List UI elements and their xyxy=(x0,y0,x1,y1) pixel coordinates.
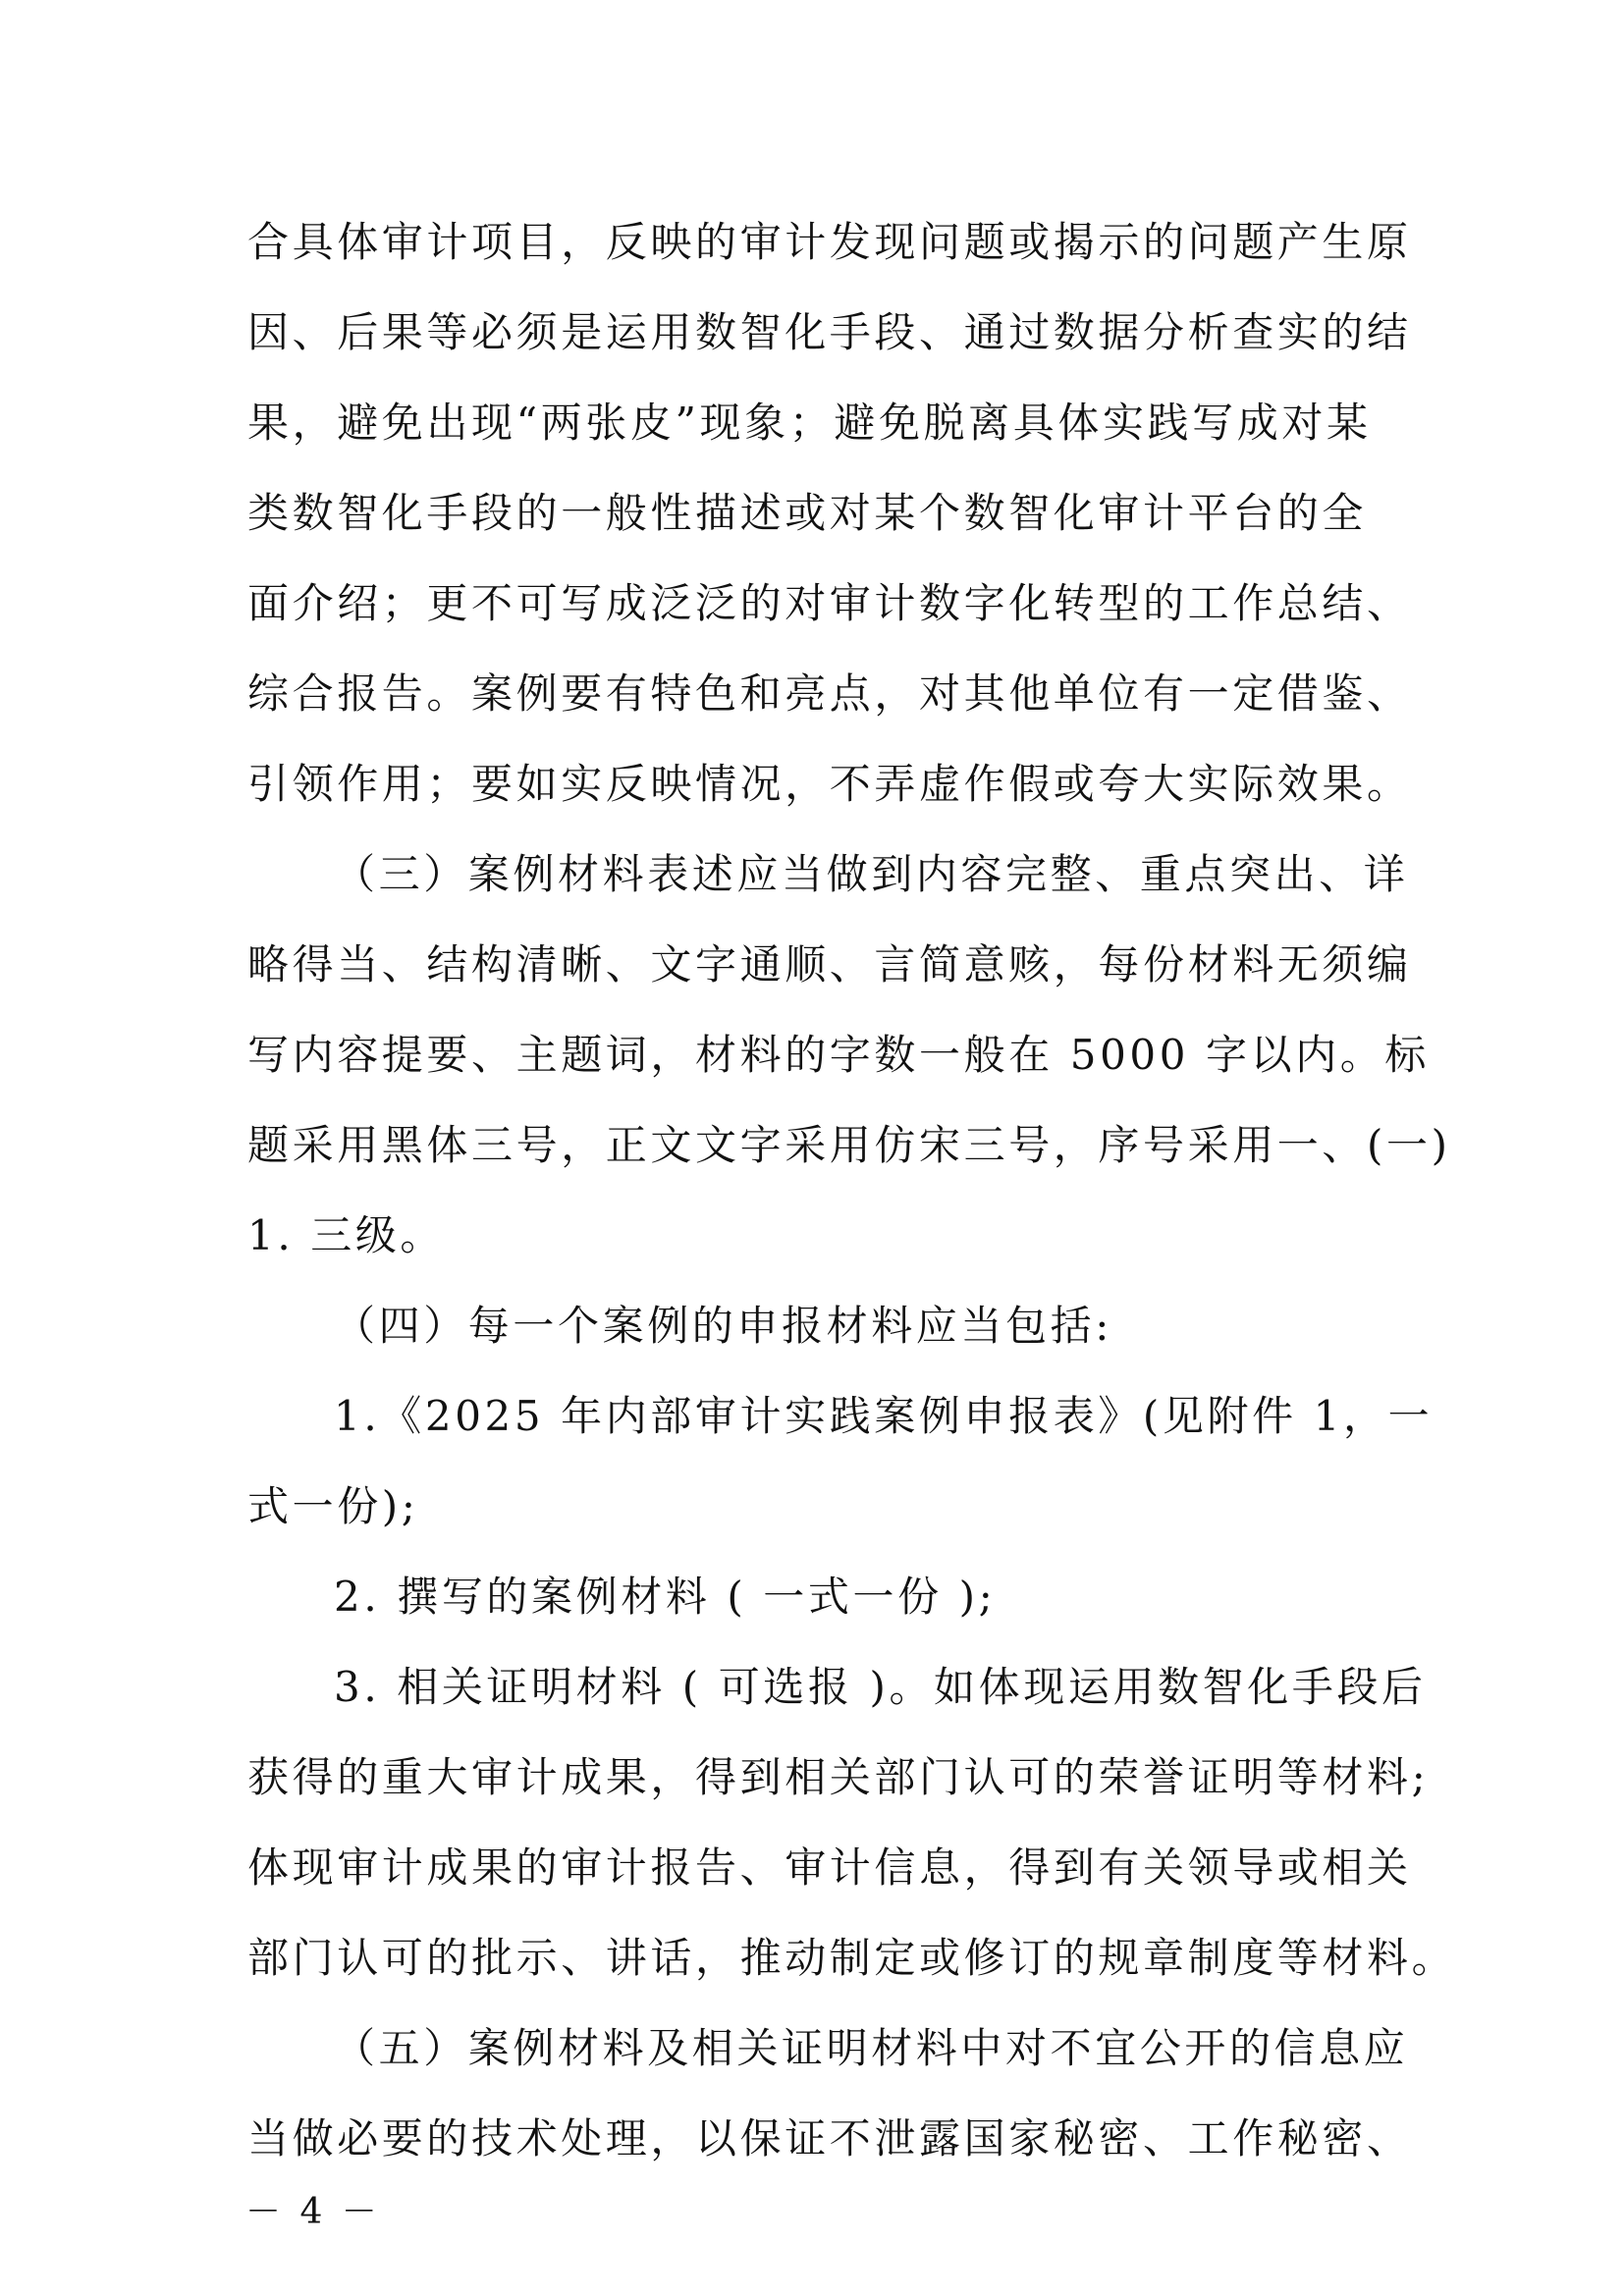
item-one-line-1: 1.《2025 年内部审计实践案例申报表》(见附件 1，一 xyxy=(334,1392,1434,1440)
body-line-1: 合具体审计项目，反映的审计发现问题或揭示的问题产生原 xyxy=(247,218,1412,266)
item-three-line-2: 获得的重大审计成果，得到相关部门认可的荣誉证明等材料; xyxy=(247,1753,1430,1801)
item-three-line-1: 3. 相关证明材料 ( 可选报 )。如体现运用数智化手段后 xyxy=(334,1663,1427,1711)
body-line-7: 引领作用；要如实反映情况，不弄虚作假或夸大实际效果。 xyxy=(247,760,1412,808)
section-three-line-2: 略得当、结构清晰、文字通顺、言简意赅，每份材料无须编 xyxy=(247,940,1412,988)
section-five-line-2: 当做必要的技术处理，以保证不泄露国家秘密、工作秘密、 xyxy=(247,2114,1412,2163)
item-one-line-2: 式一份); xyxy=(247,1482,419,1530)
section-three-line-1: （三）案例材料表述应当做到内容完整、重点突出、详 xyxy=(334,850,1409,898)
body-line-5: 面介绍；更不可写成泛泛的对审计数字化转型的工作总结、 xyxy=(247,579,1412,627)
section-three-line-5: 1. 三级。 xyxy=(247,1211,446,1259)
body-line-4: 类数智化手段的一般性描述或对某个数智化审计平台的全 xyxy=(247,489,1368,537)
item-three-line-3: 体现审计成果的审计报告、审计信息，得到有关领导或相关 xyxy=(247,1843,1412,1892)
section-five-line-1: （五）案例材料及相关证明材料中对不宜公开的信息应 xyxy=(334,2024,1409,2072)
item-two-line: 2. 撰写的案例材料 ( 一式一份 ); xyxy=(334,1573,997,1621)
page-number: － 4 － xyxy=(245,2192,381,2232)
body-line-6: 综合报告。案例要有特色和亮点，对其他单位有一定借鉴、 xyxy=(247,669,1412,718)
body-line-3: 果，避免出现“两张皮”现象；避免脱离具体实践写成对某 xyxy=(247,399,1372,447)
item-three-line-4: 部门认可的批示、讲话，推动制定或修订的规章制度等材料。 xyxy=(247,1934,1457,1982)
section-three-line-3: 写内容提要、主题词，材料的字数一般在 5000 字以内。标 xyxy=(247,1031,1430,1079)
section-three-line-4: 题采用黑体三号，正文文字采用仿宋三号，序号采用一、(一) xyxy=(247,1121,1451,1169)
section-four-heading: （四）每一个案例的申报材料应当包括: xyxy=(334,1302,1112,1350)
body-line-2: 因、后果等必须是运用数智化手段、通过数据分析查实的结 xyxy=(247,308,1412,356)
